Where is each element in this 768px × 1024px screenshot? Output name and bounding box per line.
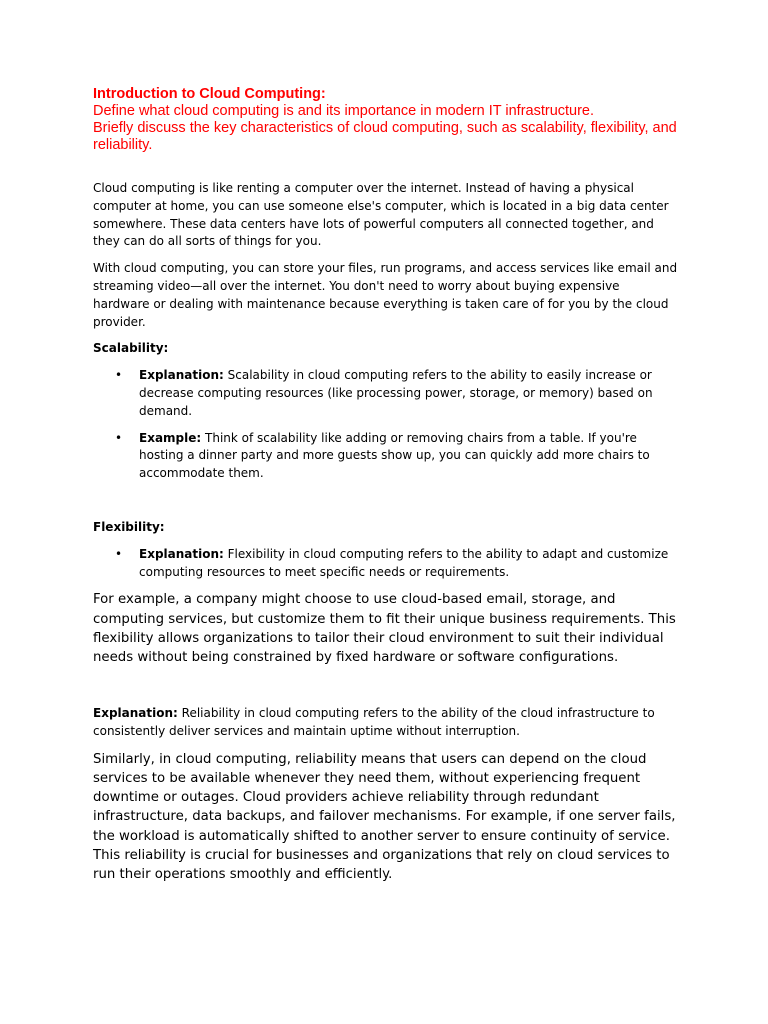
intro-line-1: Define what cloud computing is and its importance in modern IT infrastructure. (93, 103, 595, 119)
reliability-text: Reliability in cloud computing refers to the ability of the cloud infrastructure to consistently deliver services and maintain uptime without interruption. (93, 706, 655, 738)
list-item (93, 546, 678, 582)
scalability-label: Scalability: (93, 341, 169, 356)
intro-line-2: Briefly discuss the key characteristics of cloud computing, such as scalability, flexibility, and reliability. (93, 120, 677, 153)
bullet-text: Think of scalability like adding or removing chairs from a table. If you're hosting a dinner party and more guests show up, you can quickly add more chairs to accommodate them. (139, 430, 650, 481)
paragraph-cloud-usage: With cloud computing, you can store your files, run programs, and access services like email and streaming video—all over the internet. You don't need to worry about buying expensive hardware or dealing with maintenance because everything is taken care of for you by the cloud provider. (93, 261, 678, 329)
bullet-icon: • (115, 368, 123, 383)
bullet-key: Explanation: (139, 546, 224, 561)
bullet-text: Flexibility in cloud computing refers to the ability to adapt and customize computing resources to meet specific needs or requirements. (139, 546, 669, 579)
reliability-key: Explanation: (93, 706, 178, 721)
flexibility-list (93, 546, 678, 582)
bullet-icon: • (115, 546, 123, 561)
intro-heading-block (93, 86, 678, 154)
intro-title: Introduction to Cloud Computing: (93, 86, 326, 102)
bullet-icon: • (115, 430, 123, 445)
paragraph-reliability-detail: Similarly, in cloud computing, reliability means that users can depend on the cloud services to be available whenever they need them, without experiencing frequent downtime or outages. Cloud providers achieve reliability through redundant infrastructure, data backups, and failover mechanisms. For example, if one server fails, the workload is automatically shifted to another server to ensure continuity of service. This reliability is crucial for businesses and organizations that rely on cloud services to run their operations smoothly and efficiently. (93, 751, 676, 882)
paragraph-cloud-intro: Cloud computing is like renting a computer over the internet. Instead of having a physical computer at home, you can use someone else's computer, which is located in a big data center somewhere. These data centers have lots of powerful computers all connected together, and they can do all sorts of things for you. (93, 181, 669, 249)
paragraph-flexibility-example: For example, a company might choose to use cloud-based email, storage, and computing services, but customize them to fit their unique business requirements. This flexibility allows organizations to tailor their cloud environment to suit their individual needs without being constrained by fixed hardware or software configurations. (93, 592, 676, 665)
list-item (93, 367, 678, 420)
bullet-key: Explanation: (139, 368, 224, 383)
bullet-text: Scalability in cloud computing refers to the ability to easily increase or decrease computing resources (like processing power, storage, or memory) based on demand. (139, 368, 653, 418)
document-page (93, 86, 678, 884)
list-item (93, 430, 678, 483)
flexibility-label: Flexibility: (93, 519, 165, 534)
paragraph-reliability-explanation (93, 705, 678, 741)
bullet-key: Example: (139, 430, 202, 445)
scalability-list (93, 367, 678, 483)
